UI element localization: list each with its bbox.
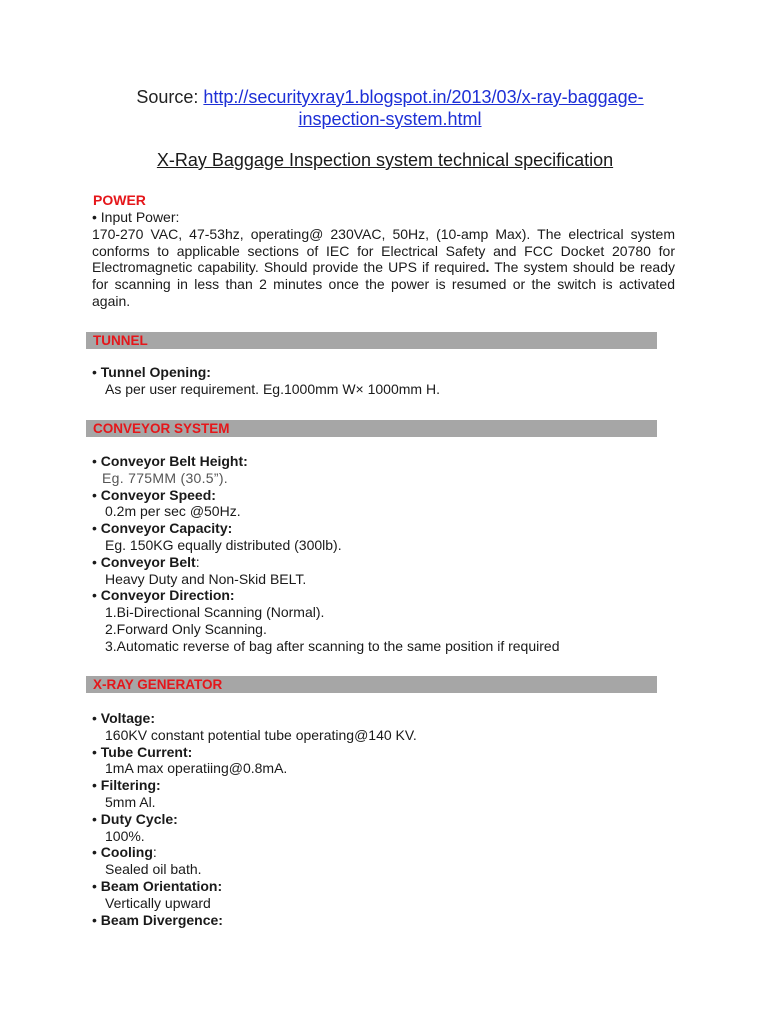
spec-item: [92, 554, 559, 588]
spec-value: Eg. 150KG equally distributed (300lb).: [105, 536, 342, 553]
spec-item-head: [92, 777, 417, 794]
spec-value: As per user requirement. Eg.1000mm W× 1000mm H.: [105, 380, 440, 397]
spec-item: [92, 587, 559, 654]
bullet: •: [92, 486, 101, 503]
spec-item: [92, 744, 417, 778]
spec-item-head: [92, 364, 440, 381]
bullet: •: [92, 777, 101, 794]
bullet: •: [92, 844, 101, 861]
bullet: •: [92, 553, 101, 570]
bullet: •: [92, 911, 101, 928]
power-description: [92, 209, 675, 310]
spec-item: [92, 487, 559, 521]
spec-item-head: [92, 710, 417, 727]
xray-generator-section-header: X-RAY GENERATOR: [86, 676, 657, 693]
spec-item: [92, 710, 417, 744]
conveyor-list: [92, 453, 559, 655]
bullet: •: [92, 710, 101, 726]
spec-item-head: [92, 487, 559, 504]
spec-item: [92, 453, 559, 487]
spec-value: 1mA max operatiing@0.8mA.: [105, 760, 288, 777]
spec-label: Conveyor Belt: [100, 553, 196, 570]
xray-generator-list: [92, 710, 417, 928]
bullet: •: [92, 364, 101, 380]
bullet: •: [92, 877, 101, 894]
spec-label: Tube Current:: [100, 743, 193, 760]
spec-value: 160KV constant potential tube operating@140 KV.: [105, 726, 417, 743]
spec-label: Voltage:: [100, 710, 155, 726]
spec-value: Eg. 775MM (30.5”).: [102, 469, 228, 486]
spec-label: Conveyor Speed:: [100, 486, 216, 503]
power-heading: POWER: [93, 192, 146, 208]
spec-item-head: [92, 520, 559, 537]
bullet: •: [92, 587, 101, 604]
spec-label: Conveyor Capacity:: [100, 520, 233, 537]
spec-item: [92, 520, 559, 554]
bullet: •: [92, 453, 101, 469]
spec-label: Beam Divergence:: [100, 911, 223, 928]
conveyor-section-header: CONVEYOR SYSTEM: [86, 420, 657, 437]
spec-label: Cooling: [100, 844, 153, 861]
spec-item-head: [92, 744, 417, 761]
spec-item: [92, 878, 417, 912]
page-title: X-Ray Baggage Inspection system technical specification: [156, 150, 614, 170]
spec-label: Beam Orientation:: [100, 877, 223, 894]
spec-item-head: [92, 587, 559, 604]
spec-item: [92, 844, 417, 878]
spec-label: Conveyor Direction:: [100, 587, 235, 604]
spec-value: Heavy Duty and Non-Skid BELT.: [105, 570, 307, 587]
spec-item: [92, 364, 440, 398]
spec-value: 0.2m per sec @50Hz.: [105, 503, 241, 520]
spec-item: [92, 777, 417, 811]
tunnel-list: [92, 364, 440, 398]
spec-item-head: [92, 453, 559, 470]
spec-label: Tunnel Opening:: [100, 364, 211, 380]
source-line: [90, 86, 690, 130]
bullet: •: [92, 743, 101, 760]
spec-item-head: [92, 878, 417, 895]
spec-value: 3.Automatic reverse of bag after scanning to the same position if required: [105, 637, 560, 654]
spec-item: [92, 811, 417, 845]
spec-label: Filtering:: [100, 777, 161, 794]
spec-label: Conveyor Belt Height:: [100, 453, 248, 469]
spec-value: Vertically upward: [105, 894, 211, 911]
spec-item-head: [92, 912, 417, 929]
spec-value: 2.Forward Only Scanning.: [105, 620, 267, 637]
spec-value: 5mm Al.: [105, 793, 156, 810]
source-prefix: Source:: [136, 87, 204, 107]
bullet: •: [92, 520, 101, 537]
spec-value: 100%.: [105, 827, 145, 844]
spec-item-head: [92, 844, 417, 861]
tunnel-section-header: TUNNEL: [86, 332, 657, 349]
spec-item-head: [92, 811, 417, 828]
spec-value: 1.Bi-Directional Scanning (Normal).: [105, 604, 325, 621]
spec-item: [92, 912, 417, 929]
spec-label: Duty Cycle:: [100, 810, 178, 827]
input-power-label: • Input Power:: [92, 209, 180, 225]
spec-label-suffix: :: [195, 553, 200, 570]
bullet: •: [92, 810, 101, 827]
spec-value: Sealed oil bath.: [105, 861, 202, 878]
spec-label-suffix: :: [152, 844, 157, 861]
source-link[interactable]: http://securityxray1.blogspot.in/2013/03/x-ray-baggage- inspection-system.html: [203, 87, 644, 129]
input-power-text: 170-270 VAC, 47-53hz, operating@ 230VAC, 50Hz, (10-amp Max). The electrical system conforms to applicable sections of IEC for Electrical Safety and FCC Docket 20780 for Electromagnetic capability. Should provide the UPS if required. The system should be ready for scanning in less than 2 minutes once the power is resumed or the switch is activated again.: [92, 225, 675, 309]
spec-item-head: [92, 554, 559, 571]
